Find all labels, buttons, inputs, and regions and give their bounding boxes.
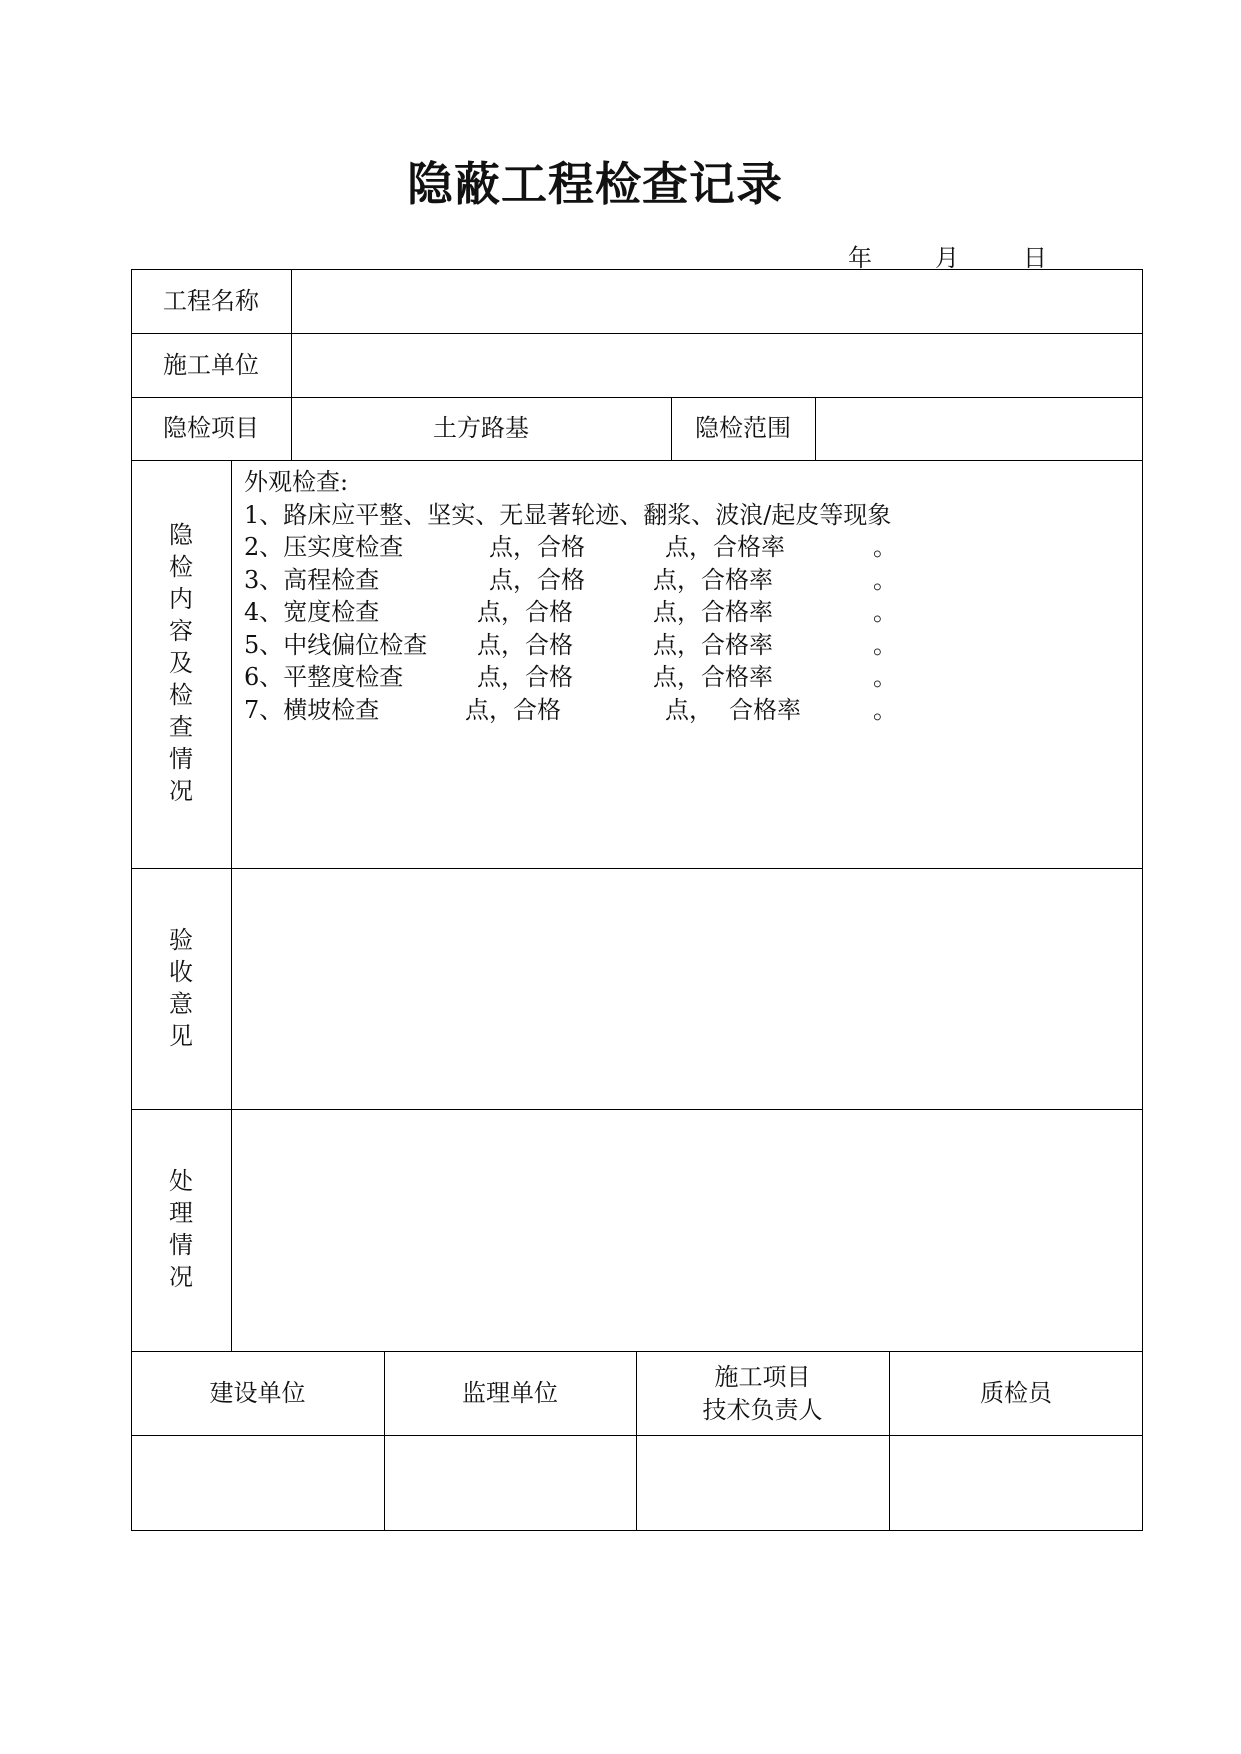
quality-inspector-label: 质检员: [980, 1379, 1052, 1407]
inspection-scope-field[interactable]: [815, 397, 1143, 460]
check-end: 。: [873, 630, 897, 659]
inspection-content-label: 隐 检 内 容 及 检 查 情 况: [169, 521, 193, 805]
construction-unit-field[interactable]: [291, 333, 1143, 397]
supervisor-signature-field[interactable]: [384, 1435, 636, 1531]
date-month-label: 月: [935, 244, 959, 272]
acceptance-opinion-label: 验 收 意 见: [169, 926, 193, 1050]
check-pass-rate: 点，合格率: [653, 565, 773, 594]
row-divider: [131, 1351, 1143, 1352]
check-end: 。: [873, 663, 897, 691]
date-year-label: 年: [848, 244, 872, 272]
contractor-tech-lead-label: 施工项目 技术负责人: [702, 1363, 823, 1424]
check-pass-rate: 点，: [665, 695, 713, 724]
inspection-item-1: 1、路床应平整、坚实、无显著轮迹、翻浆、波浪/起皮等现象: [244, 500, 892, 529]
check-end: 。: [873, 695, 897, 724]
check-point-pass: 点，合格: [489, 565, 585, 594]
check-name: 3、高程检查: [244, 565, 380, 594]
row-divider: [131, 460, 1143, 461]
check-point-pass: 点，合格: [477, 598, 573, 626]
check-end: 。: [873, 565, 897, 594]
project-name-field[interactable]: [291, 269, 1143, 333]
inspection-item-label: 隐检项目: [163, 414, 259, 443]
check-point-pass: 点，合格: [465, 695, 561, 724]
check-name: 6、平整度检查: [244, 663, 404, 691]
check-name: 5、中线偏位检查: [244, 630, 428, 659]
inspection-heading: 外观检查:: [244, 468, 349, 496]
check-pass-rate: 点，合格率: [653, 598, 773, 626]
project-name-label: 工程名称: [163, 286, 259, 315]
handling-status-field[interactable]: [231, 1109, 1143, 1351]
owner-signature-field[interactable]: [131, 1435, 384, 1531]
owner-unit-label: 建设单位: [209, 1379, 306, 1407]
check-point-pass: 点，合格: [477, 630, 573, 659]
supervisor-unit-label: 监理单位: [462, 1379, 558, 1407]
check-point-pass: 点，合格: [477, 663, 573, 691]
contractor-signature-field[interactable]: [636, 1435, 889, 1531]
inspection-scope-label: 隐检范围: [695, 414, 791, 443]
document-title: 隐蔽工程检查记录: [407, 157, 783, 211]
inspector-signature-field[interactable]: [889, 1435, 1143, 1531]
check-point-pass: 点，合格: [489, 533, 585, 561]
acceptance-opinion-field[interactable]: [231, 868, 1143, 1109]
check-name: 2、压实度检查: [244, 533, 404, 561]
check-name: 4、宽度检查: [244, 598, 380, 626]
check-pass-rate: 点，合格率: [653, 630, 773, 659]
check-pass-rate-label: 合格率: [729, 695, 801, 724]
check-end: 。: [873, 533, 897, 561]
check-pass-rate: 点，合格率: [665, 533, 785, 561]
check-pass-rate: 点，合格率: [653, 663, 773, 691]
check-end: 。: [873, 598, 897, 626]
date-day-label: 日: [1023, 244, 1047, 272]
inspection-item-value: 土方路基: [433, 414, 529, 443]
construction-unit-label: 施工单位: [163, 350, 259, 379]
check-name: 7、横坡检查: [244, 695, 380, 724]
handling-status-label: 处 理 情 况: [169, 1167, 193, 1291]
